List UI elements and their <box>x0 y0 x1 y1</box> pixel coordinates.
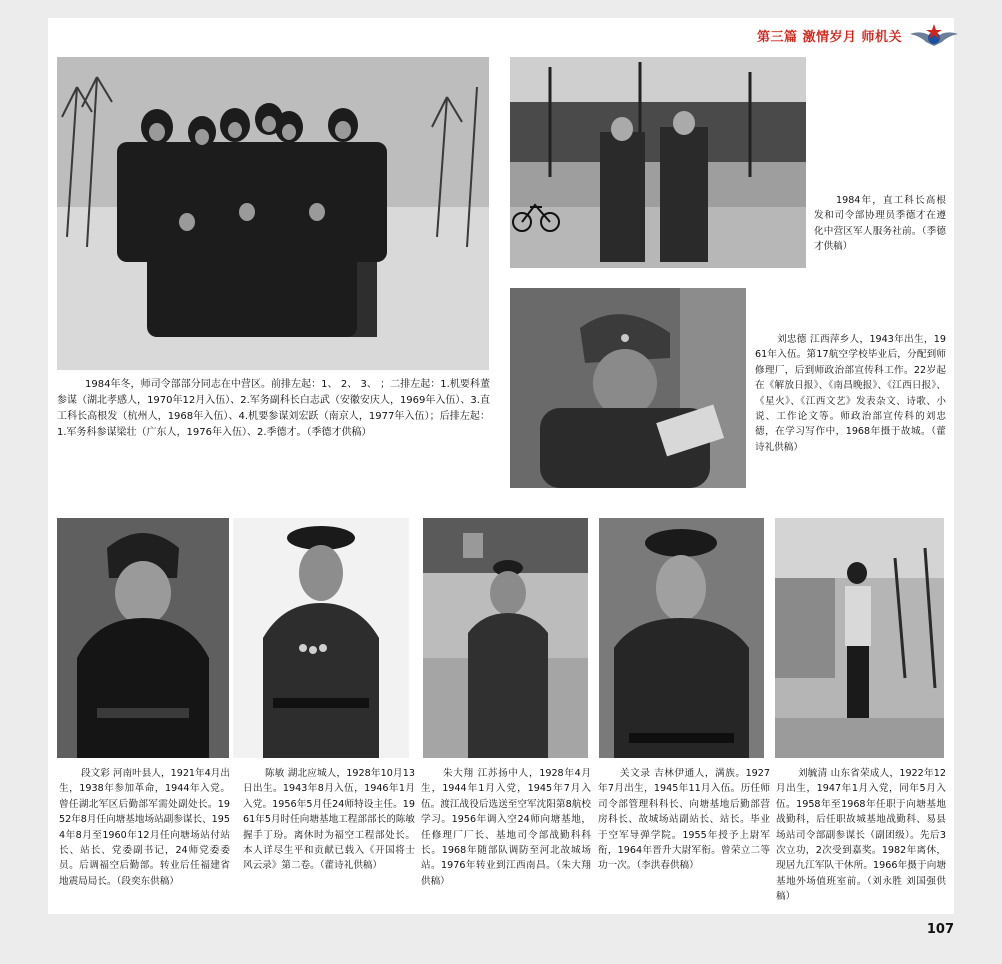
portrait-2-caption: 陈敏 湖北应城人，1928年10月13日出生。1943年8月入伍，1946年1月入党。1956年5月任24师特设主任。1961年5月时任向塘基地工程部部长的陈敏握手丁玢。离休时为福空工程部处长。本人详尽生平和贡献已载入《开国将士风云录》第二卷。（藿诗礼供稿） <box>243 768 415 872</box>
page-header <box>720 22 960 50</box>
portrait-4-photo <box>599 518 764 758</box>
two-officers-photo <box>510 57 806 268</box>
portrait-4-caption: 关文录 吉林伊通人，满族。1927年7月出生，1945年11月入伍。历任师司令部管理科科长、向塘基地后勤部营房科长、故城场站副站长、站长。毕业于空军导弹学院。1955年授予上尉军衔，1964年晋升大尉军衔。曾荣立二等功一次。（李洪春供稿） <box>598 768 770 872</box>
portrait-1-photo <box>57 518 229 758</box>
group-photo-caption: 1984年冬，师司令部部分同志在中营区。前排左起：1、 2、 3、 ；二排左起：1.机要科董参谋（湖北孝感人，1970年12月入伍）、2.军务副科长白志武（安徽安庆人，1969年入伍）、3.直工科长高根发（杭州人，1968年入伍）、4.机要参谋刘宏跃（南京人，1977年入伍）；后排左起：1.军务科参谋梁壮（广东人，1976年入伍）、2.季德才。（季德才供稿） <box>57 379 490 438</box>
portrait-1-caption: 段文彩 河南叶县人，1921年4月出生，1938年参加革命，1944年入党。曾任湖北军区后勤部军需处副处长。1952年8月任向塘基地场站副参谋长、1954年8月至1960年12月任向塘场站付站长、站长、党委副书记，24师党委委员。后调福空后勤部。转业后任福建省地震局局长。（段奕东供稿） <box>59 768 230 887</box>
portrait-3-caption: 朱大翔 江苏扬中人，1928年4月生，1944年1月入党，1945年7月入伍。渡江战役后选送至空军沈阳第8航校学习。1956年调入空24师向塘基地，任修理厂厂长、基地司令部战勤科科长。1968年随部队调防至河北故城场站。1976年转业到江西南昌。（朱大翔供稿） <box>421 768 591 887</box>
portrait-3-photo <box>423 518 588 758</box>
reading-soldier-photo <box>510 288 746 488</box>
reading-soldier-caption: 刘忠德 江西萍乡人，1943年出生，1961年入伍。第17航空学校毕业后，分配到师修理厂，后到师政治部宣传科工作。22岁起在《解放日报》、《南昌晚报》、《江西日报》、《星火》、《江西文艺》发表杂文、诗歌、小说、工作论文等。师政治部宣传科的刘忠德，在学习写作中，1968年摄于故城。（藿诗礼供稿） <box>755 334 946 453</box>
portrait-5-photo <box>775 518 944 758</box>
section-title: 第三篇 激情岁月 师机关 <box>756 30 902 45</box>
portrait-2-photo <box>233 518 409 758</box>
portrait-5-caption: 刘毓清 山东省荣成人，1922年12月出生，1947年1月入党，同年5月入伍。1958年至1968年任职于向塘基地战勤科，后任职故城基地战勤科、易县场站司令部副参谋长（副团级）。先后3次立功，2次受到嘉奖。1982年离休，现居九江军队干休所。1966年摄于向塘基地外场值班室前。（刘永胜 刘国强供稿） <box>776 768 946 903</box>
page-number: 107 <box>926 922 954 937</box>
group-photo <box>57 57 489 370</box>
two-officers-caption: 1984年，直工科长高根发和司令部协理员季德才在遵化中营区军人服务社前。（季德才供稿） <box>814 195 946 253</box>
wing-emblem-icon <box>908 22 960 50</box>
